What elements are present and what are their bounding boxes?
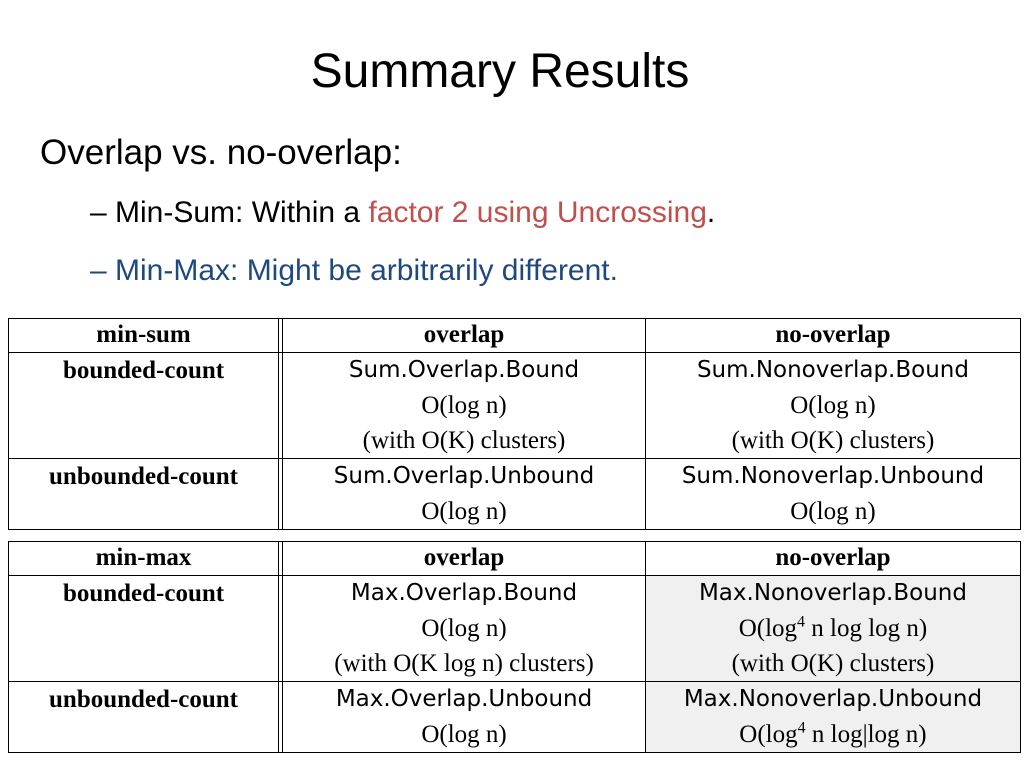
bullet-min-sum [90,192,715,234]
header-min-max: min-max [9,542,279,576]
bullet-min-max: – Min-Max: Might be arbitrarily different. [90,254,618,287]
table-row [9,682,1021,753]
cell-sum-overlap-unbound [283,459,646,530]
algorithm-name: Sum.Overlap.Bound [348,357,580,383]
cell-max-nonoverlap-bound [645,576,1020,682]
cluster-note: (with O(K log n) clusters) [334,650,594,677]
header-min-sum: min-sum [9,319,279,353]
row-label-bounded-count: bounded-count [9,576,279,682]
row-label-unbounded-count: unbounded-count [9,682,279,753]
bullet-min-sum-highlight: factor 2 using Uncrossing [368,196,707,229]
table-header-row [9,319,1021,353]
cell-sum-nonoverlap-bound [645,353,1020,459]
approx-bound [650,717,1016,752]
cell-sum-nonoverlap-unbound [645,459,1020,530]
algorithm-name: Max.Overlap.Bound [350,580,578,606]
row-label-bounded-count: bounded-count [9,353,279,459]
slide-title: Summary Results [310,45,690,98]
cell-max-overlap-bound [283,576,646,682]
algorithm-name: Max.Nonoverlap.Bound [698,580,967,606]
table-row [9,576,1021,682]
bound-suffix: n log|log n) [805,721,927,748]
bullet-min-sum-prefix: Min-Sum: Within a [115,196,369,229]
header-no-overlap: no-overlap [645,542,1020,576]
bullet-min-sum-suffix: . [706,196,716,229]
cell-max-nonoverlap-unbound [645,682,1020,753]
cell-sum-overlap-bound [283,353,646,459]
bullet-overlap-vs-nooverlap: Overlap vs. no-overlap: [40,133,402,172]
min-sum-table [8,318,1021,530]
approx-bound: O(log n) [421,498,507,525]
approx-bound: O(log n) [421,392,507,419]
header-no-overlap: no-overlap [645,319,1020,353]
min-max-table [8,541,1021,753]
algorithm-name: Sum.Overlap.Unbound [333,463,595,489]
approx-bound: O(log n) [421,721,507,748]
bound-suffix: n log log n) [805,615,928,642]
algorithm-name: Max.Nonoverlap.Unbound [683,686,983,712]
bullet-min-sum-dash: – [90,196,116,229]
algorithm-name: Sum.Nonoverlap.Bound [696,357,969,383]
header-overlap: overlap [283,542,646,576]
bound-prefix: O(log [738,615,798,642]
table-header-row [9,542,1021,576]
bound-prefix: O(log [739,721,798,748]
bound-exponent: 4 [797,719,806,737]
cluster-note: (with O(K) clusters) [731,650,935,677]
approx-bound [650,611,1016,646]
algorithm-name: Sum.Nonoverlap.Unbound [681,463,985,489]
cluster-note: (with O(K) clusters) [731,427,935,454]
table-row [9,353,1021,459]
approx-bound: O(log n) [790,498,876,525]
cell-max-overlap-unbound [283,682,646,753]
approx-bound: O(log n) [790,392,876,419]
table-row [9,459,1021,530]
header-overlap: overlap [283,319,646,353]
approx-bound: O(log n) [421,615,507,642]
bound-exponent: 4 [797,613,806,631]
cluster-note: (with O(K) clusters) [362,427,566,454]
algorithm-name: Max.Overlap.Unbound [335,686,593,712]
row-label-unbounded-count: unbounded-count [9,459,279,530]
